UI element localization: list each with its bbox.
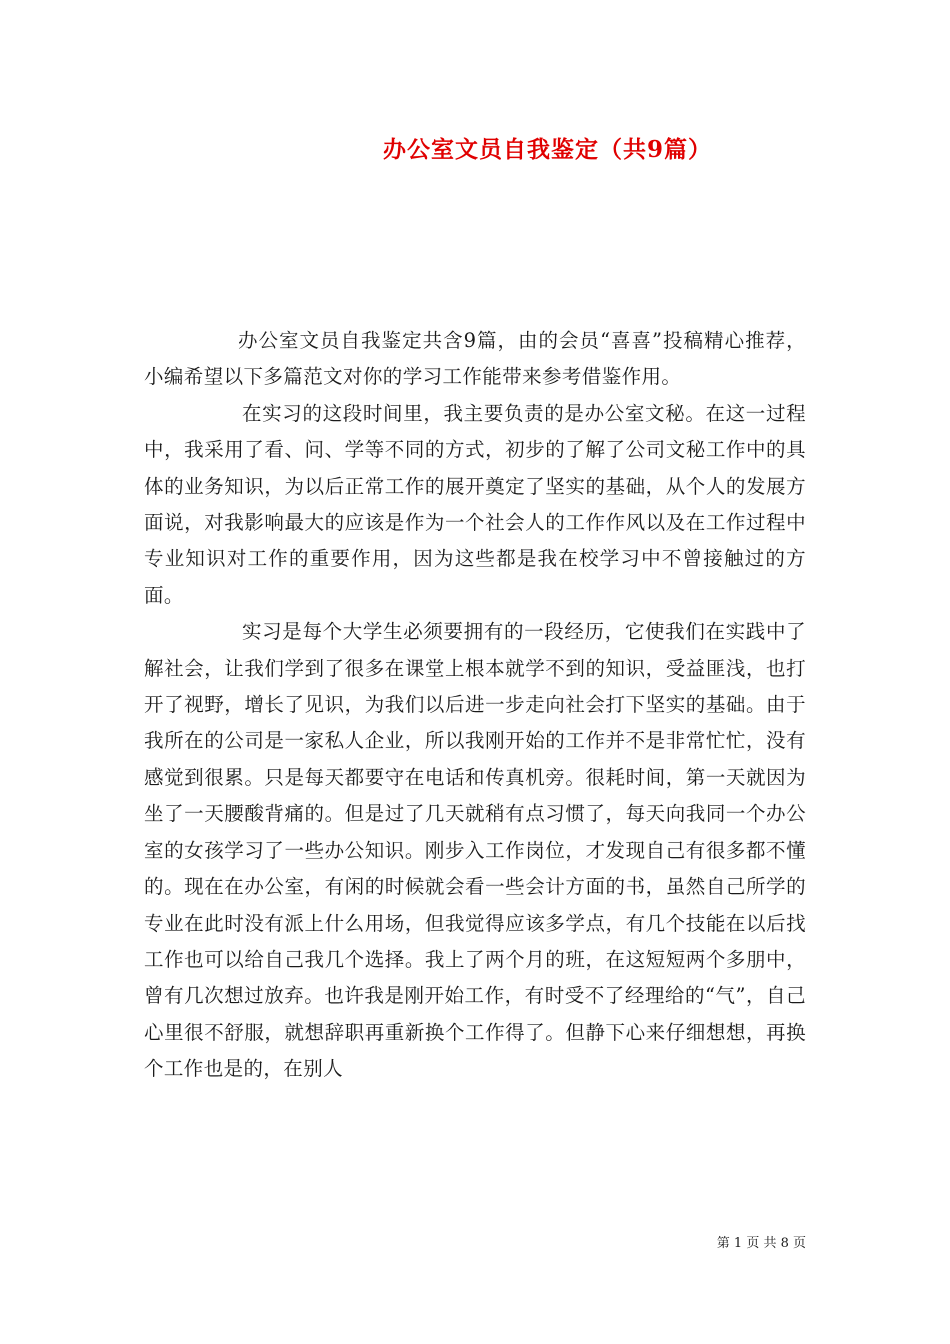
paragraph-intro: 办公室文员自我鉴定共含9篇，由的会员“喜喜”投稿精心推荐，小编希望以下多篇范文对你的学习工作能带来参考借鉴作用。 xyxy=(144,329,806,389)
page-number: 第 1 页 共 8 页 xyxy=(716,1236,806,1251)
document-body xyxy=(144,323,806,1088)
paragraph-internship-experience: 实习是每个大学生必须要拥有的一段经历，它使我们在实践中了解社会，让我们学到了很多在课堂上根本就学不到的知识，受益匪浅，也打开了视野，增长了见识，为我们以后进一步走向社会打下坚实的基础。由于我所在的公司是一家私人企业，所以我刚开始的工作并不是非常忙忙，没有感觉到很累。只是每天都要守在电话和传真机旁。很耗时间，第一天就因为坐了一天腰酸背痛的。但是过了几天就稍有点习惯了，每天向我同一个办公室的女孩学习了一些办公知识。刚步入工作岗位，才发现自己有很多都不懂的。现在在办公室，有闲的时候就会看一些会计方面的书，虽然自己所学的专业在此时没有派上什么用场，但我觉得应该多学点，有几个技能在以后找工作也可以给自己我几个选择。我上了两个月的班，在这短短两个多朋中，曾有几次想过放弃。也许我是刚开始工作，有时受不了经理给的“气”，自己心里很不舒服，就想辞职再重新换个工作得了。但静下心来仔细想想，再换个工作也是的，在别人 xyxy=(144,620,806,1081)
paragraph-internship-role: 在实习的这段时间里，我主要负责的是办公室文秘。在这一过程中，我采用了看、问、学等不同的方式，初步的了解了公司文秘工作中的具体的业务知识，为以后正常工作的展开奠定了坚实的基础，从个人的发展方面说，对我影响最大的应该是作为一个社会人的工作作风以及在工作过程中专业知识对工作的重要作用，因为这些都是我在校学习中不曾接触过的方面。 xyxy=(144,401,806,607)
document-title: 办公室文员自我鉴定（共9篇） xyxy=(382,136,712,163)
